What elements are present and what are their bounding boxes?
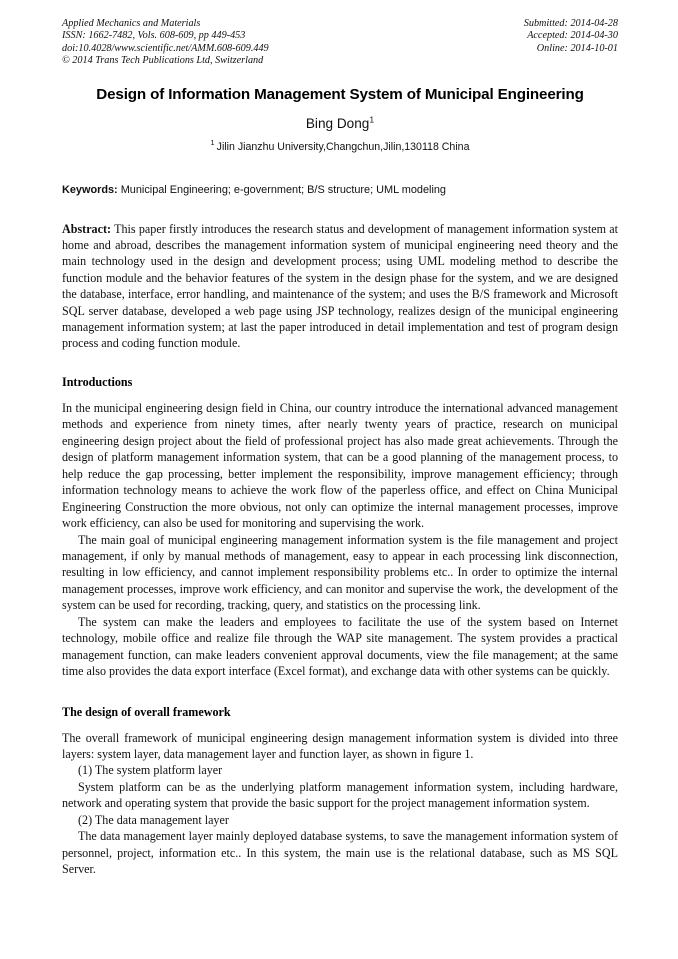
abstract-text: This paper firstly introduces the research status and development of management information system at home and abroad, describes the management information system of municipal engineering need theory and the main technology used in the design and development process; using UML modeling method to describe the function module and the behavior features of the system in the design phase for the system, and we are designed the database, interface, error handling, and maintenance of the system; and uses the B/S framework and Microsoft SQL server database, developed a web page using JSP technology, realizes design of the municipal engineering management information system; at last the paper introduced in detail implementation and test of program design process and coding function module. <box>62 221 619 351</box>
paragraph: The overall framework of municipal engineering design management information system is divided into three layers: system layer, data management layer and function layer, as shown in figure 1. <box>62 730 618 762</box>
paragraph: System platform can be as the underlying platform management information system, including hardware, network and operating system that provide the basic support for the project management information system. <box>62 779 618 811</box>
keywords-value: Municipal Engineering; e-government; B/S structure; UML modeling <box>120 183 446 196</box>
journal-header-right <box>524 18 618 55</box>
paragraph: The main goal of municipal engineering management information system is the file management and project management, if only by manual methods of management, easy to appear in each processing link disconnection, resulting in low efficiency, and cannot implement responsibility problems etc.. In order to optimize the internal management processes, improve work efficiency, and can monitor and supervise the work, the development of the system can be used for recording, tracking, query, and statistics on the processing link. <box>62 532 618 613</box>
paragraph: In the municipal engineering design field in China, our country introduce the international advanced management methods and experience from ninety times, after nearly twenty years of practice, research on municipal engineering design project about the field of professional project has also made great achievements. Through the design of platform management information system, that can be a good planning of the management process, to help reduce the gap processing, better implement the responsibility, improve management efficiency; through information technology means to achieve the work flow of the paperless office, and effect on China Municipal Engineering Construction the more obvious, not only can optimize the internal management processes, improve work efficiency, can also be used for monitoring and supervising the work. <box>62 400 618 531</box>
journal-header-left <box>62 18 269 68</box>
paragraph: The data management layer mainly deployed database systems, to save the management information system of personnel, project, information etc.. In this system, the main use is the relational database, such as MS SQL Server. <box>62 829 618 877</box>
affiliation-line <box>62 138 618 154</box>
section-heading-introductions: Introductions <box>62 374 133 389</box>
author-affiliation-marker: 1 <box>369 114 375 125</box>
journal-copyright: © 2014 Trans Tech Publications Ltd, Switzerland <box>62 55 264 67</box>
accepted-date: Accepted: 2014-04-30 <box>527 30 618 42</box>
affiliation-text: Jilin Jianzhu University,Changchun,Jilin,130118 China <box>216 140 470 153</box>
abstract-label: Abstract: <box>62 221 112 236</box>
keywords-line <box>62 183 618 197</box>
paragraph: The system can make the leaders and employees to facilitate the use of the system based on Internet technology, mobile office and realize file through the WAP site management. The system provides a practical management function, can make leaders convenient approval documents, view the file management; at the same time also provides the data export interface (Excel format), and exchange data with other systems can be quickly. <box>62 614 618 679</box>
submitted-date: Submitted: 2014-04-28 <box>523 18 618 29</box>
keywords-label: Keywords: <box>62 183 118 196</box>
paragraph-list-item: (2) The data management layer <box>78 812 229 827</box>
author-line <box>62 115 618 132</box>
paragraph-list-item: (1) The system platform layer <box>78 763 223 778</box>
journal-doi: doi:10.4028/www.scientific.net/AMM.608-609.449 <box>62 42 269 54</box>
journal-name: Applied Mechanics and Materials <box>62 18 201 29</box>
journal-header <box>62 18 618 68</box>
abstract-block <box>62 221 618 352</box>
author-name: Bing Dong <box>305 115 370 131</box>
journal-issn-volume: ISSN: 1662-7482, Vols. 608-609, pp 449-453 <box>62 30 246 42</box>
affiliation-marker: 1 <box>210 138 215 148</box>
online-date: Online: 2014-10-01 <box>536 42 618 54</box>
paper-title: Design of Information Management System of Municipal Engineering <box>96 85 584 103</box>
section-heading-overall-framework: The design of overall framework <box>62 704 231 719</box>
